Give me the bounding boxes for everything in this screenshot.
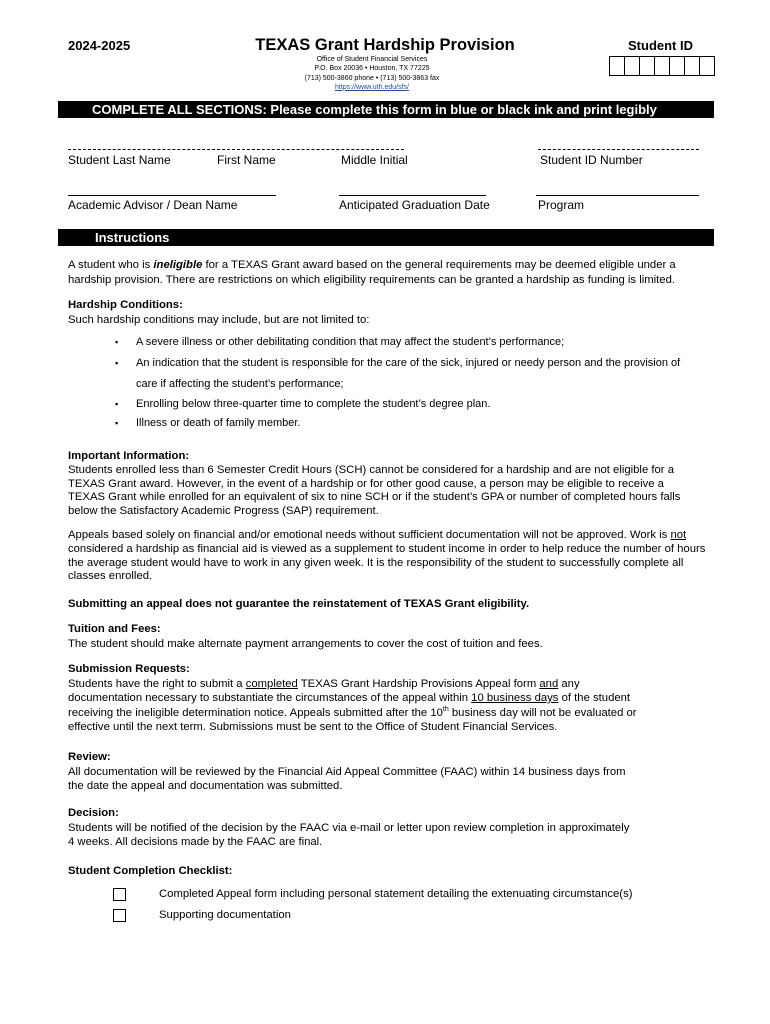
- form-title: TEXAS Grant Hardship Provision: [255, 36, 515, 54]
- bullet: ▪: [115, 358, 119, 368]
- decision-section: Decision: Students will be notified of the decision by the FAAC via e-mail or letter upon review completion in approximately 4 weeks. All decisions made by the FAAC are final.: [68, 806, 718, 850]
- intro-paragraph: A student who is ineligible for a TEXAS Grant award based on the general requirements may be deemed eligible under a hardship provision. There are restrictions on which eligibility requirements can be granted a hardship as funding is limited.: [68, 259, 676, 286]
- instructions-banner: Instructions: [58, 229, 714, 246]
- checklist-checkbox-appeal-form[interactable]: [113, 888, 126, 901]
- important-info-section: Important Information: Students enrolled less than 6 Semester Credit Hours (SCH) cannot be considered for a hardship and are not eligible for a TEXAS Grant award. However, in the event of a hardship or for other good cause, a person may be eligible to receive a TEXAS Grant while enrolled for an equivalent of six to nine SCH or if the student’s GPA or number of completed hours falls below the Satisfactory Academic Progress (SAP) requirement.: [68, 450, 718, 519]
- advisor-line[interactable]: [68, 195, 276, 196]
- not-emphasis: not: [670, 529, 687, 541]
- ineligible-term: ineligible: [153, 259, 203, 271]
- checklist-item: Completed Appeal form including personal statement detailing the extenuating circumstance(s): [159, 888, 633, 900]
- submission-heading: Submission Requests:: [68, 663, 190, 675]
- hardship-item-continued: care if affecting the student’s performance;: [136, 378, 344, 390]
- decision-heading: Decision:: [68, 807, 119, 819]
- complete-all-sections-banner: COMPLETE ALL SECTIONS: Please complete this form in blue or black ink and print legibly: [58, 101, 714, 118]
- program-label: Program: [538, 198, 585, 212]
- bullet: ▪: [115, 337, 119, 347]
- grad-date-label: Anticipated Graduation Date: [339, 198, 490, 212]
- grad-date-line[interactable]: [339, 195, 486, 196]
- office-name: Office of Student Financial Services: [316, 56, 428, 63]
- bullet: ▪: [115, 418, 119, 428]
- review-heading: Review:: [68, 751, 111, 763]
- submission-section: Submission Requests: Students have the right to submit a completed TEXAS Grant Hardship Provisions Appeal form and any documentation necessary to substantiate the circumstances of the appeal within 10 business days of the student receiving the ineligible determination notice. Appeals submitted after the 10th business day will not be evaluated or effective until the next term. Submissions must be sent to the Office of Student Financial Services.: [68, 662, 718, 735]
- appeals-paragraph: Appeals based solely on financial and/or emotional needs without sufficient documentation will not be approved. Work is not considered a hardship as financial aid is viewed as a supplement to student income in order to help reduce the number of hours the average student would have to work in any given week. It is the responsibility of the student to successfully complete all classes enrolled.: [68, 529, 706, 583]
- program-line[interactable]: [536, 195, 699, 196]
- hardship-item: Illness or death of family member.: [136, 417, 301, 429]
- advisor-label: Academic Advisor / Dean Name: [68, 198, 238, 212]
- tuition-heading: Tuition and Fees:: [68, 623, 161, 635]
- checklist-item: Supporting documentation: [159, 909, 291, 921]
- tuition-section: Tuition and Fees: The student should make alternate payment arrangements to cover the cost of tuition and fees.: [68, 622, 718, 651]
- office-phone: (713) 500-3860 phone • (713) 500-3863 fax: [304, 74, 440, 82]
- last-name-label: Student Last Name: [68, 153, 171, 167]
- office-address: P.O. Box 20036 • Houston, TX 77225: [314, 65, 430, 73]
- student-id-label: Student ID: [628, 38, 693, 53]
- student-id-number-label: Student ID Number: [540, 153, 643, 167]
- middle-initial-label: Middle Initial: [341, 153, 408, 167]
- checklist-checkbox-supporting-docs[interactable]: [113, 909, 126, 922]
- review-section: Review: All documentation will be reviewed by the Financial Aid Appeal Committee (FAAC) within 14 business days from the date the appeal and documentation was submitted.: [68, 750, 718, 794]
- name-line[interactable]: [68, 149, 404, 150]
- first-name-label: First Name: [217, 153, 276, 167]
- bullet: ▪: [115, 399, 119, 409]
- guarantee-notice: Submitting an appeal does not guarantee the reinstatement of TEXAS Grant eligibility.: [68, 598, 530, 610]
- office-info: [0, 55, 744, 92]
- form-year: 2024-2025: [68, 38, 131, 53]
- hardship-heading: Hardship Conditions:: [68, 299, 183, 311]
- hardship-item: A severe illness or other debilitating condition that may affect the student’s performance;: [136, 336, 565, 348]
- hardship-item: An indication that the student is responsible for the care of the sick, injured or needy person and the provision of: [136, 357, 681, 369]
- hardship-item: Enrolling below three-quarter time to complete the student’s degree plan.: [136, 398, 491, 410]
- checklist-heading: Student Completion Checklist:: [68, 865, 233, 877]
- important-info-heading: Important Information:: [68, 450, 190, 462]
- hardship-lead: Such hardship conditions may include, but are not limited to:: [68, 313, 370, 326]
- hardship-section: [68, 298, 718, 327]
- office-url-link[interactable]: https://www.uth.edu/sfs/: [335, 83, 409, 91]
- student-id-number-line[interactable]: [538, 149, 699, 150]
